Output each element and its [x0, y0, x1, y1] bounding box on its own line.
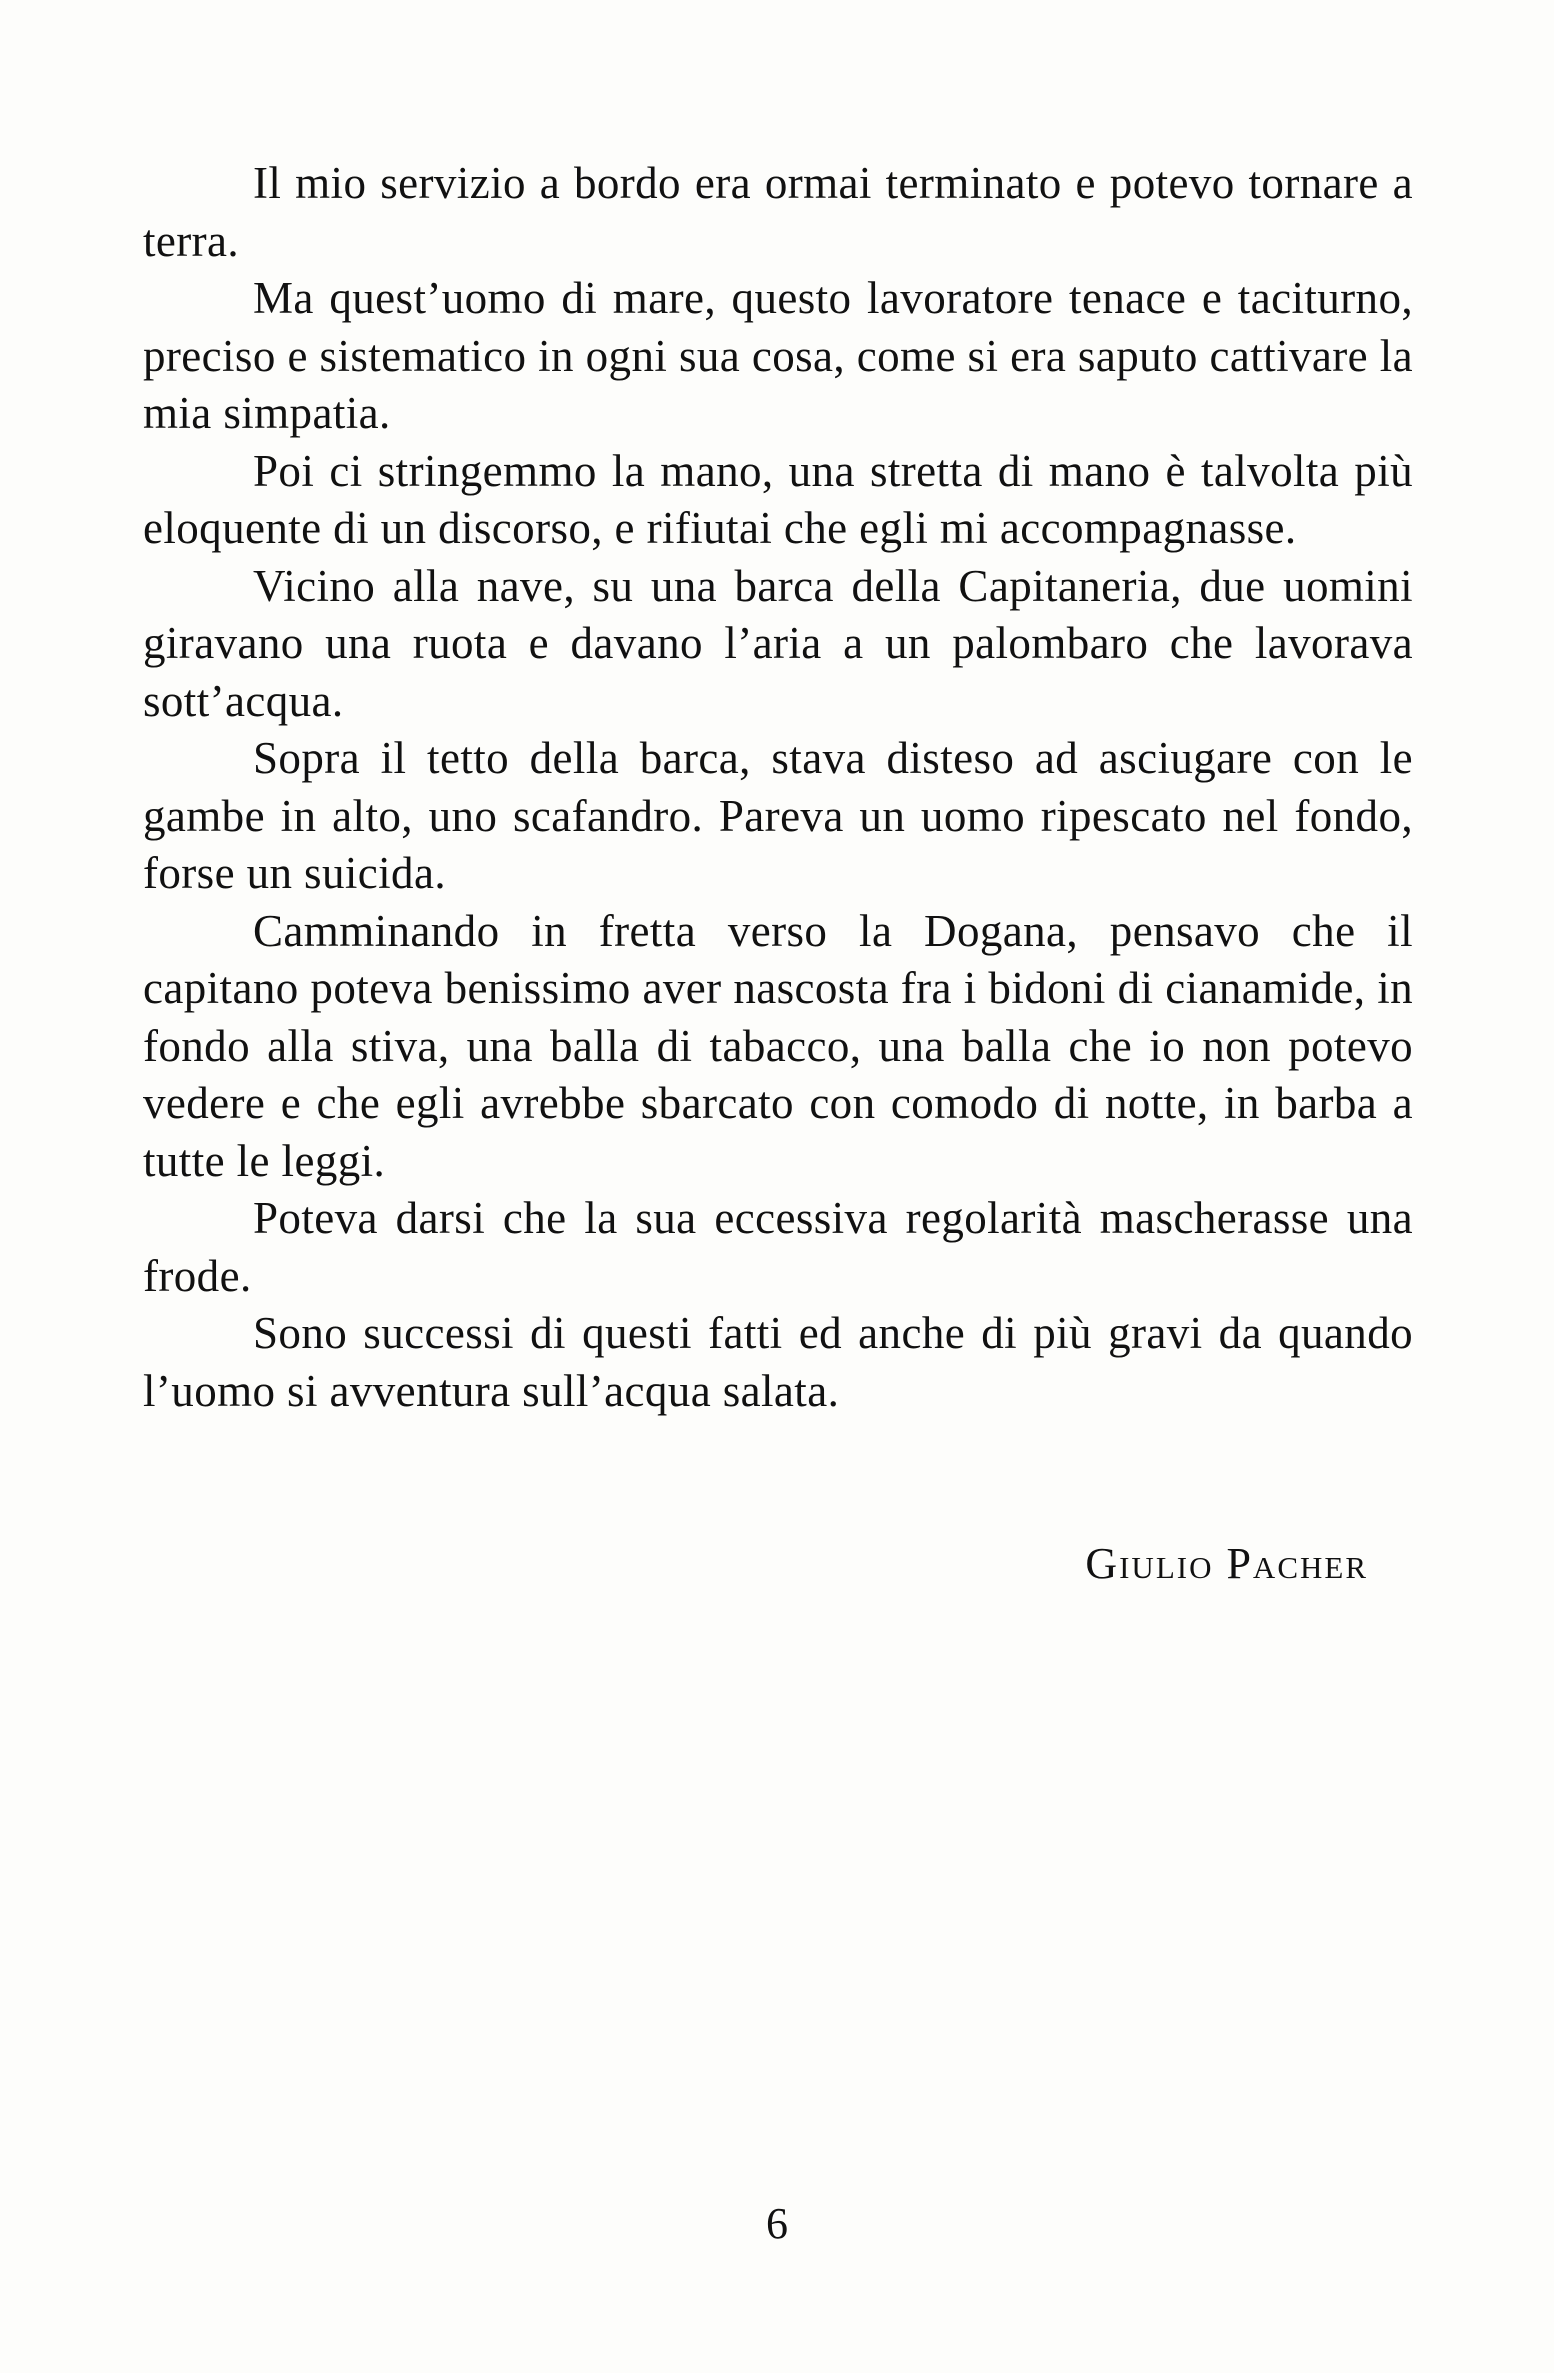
paragraph: Poteva darsi che la sua eccessiva regolarità mascherasse una frode. [143, 1193, 1413, 1301]
paragraph: Sopra il tetto della barca, stava disteso ad asciugare con le gambe in alto, uno scafandro. Pareva un uomo ripescato nel fondo, forse un suicida. [143, 733, 1413, 898]
paragraph: Ma quest’uomo di mare, questo lavoratore tenace e taciturno, preciso e sistematico in ogni sua cosa, come si era saputo cattivare la mia simpatia. [143, 273, 1413, 438]
author-signature: Giulio Pacher [1085, 1539, 1368, 1588]
paragraph: Vicino alla nave, su una barca della Capitaneria, due uomini giravano una ruota e davano l’aria a un palombaro che lavorava sott’acqua. [143, 560, 1413, 726]
paragraph: Sono successi di questi fatti ed anche di più gravi da quando l’uomo si avventura sull’acqua salata. [143, 1308, 1413, 1416]
paragraph: Camminando in fretta verso la Dogana, pensavo che il capitano poteva benissimo aver nascosta fra i bidoni di cianamide, in fondo alla stiva, una balla di tabacco, una balla che io non potevo vedere e che egli avrebbe sbarcato con comodo di notte, in barba a tutte le leggi. [143, 905, 1413, 1186]
paragraph: Poi ci stringemmo la mano, una stretta di mano è talvolta più eloquente di un discorso, e rifiutai che egli mi accompagnasse. [143, 445, 1413, 553]
page-number: 6 [766, 2199, 788, 2248]
paragraph: Il mio servizio a bordo era ormai terminato e potevo tornare a terra. [143, 158, 1413, 266]
body-text [143, 155, 1413, 1420]
